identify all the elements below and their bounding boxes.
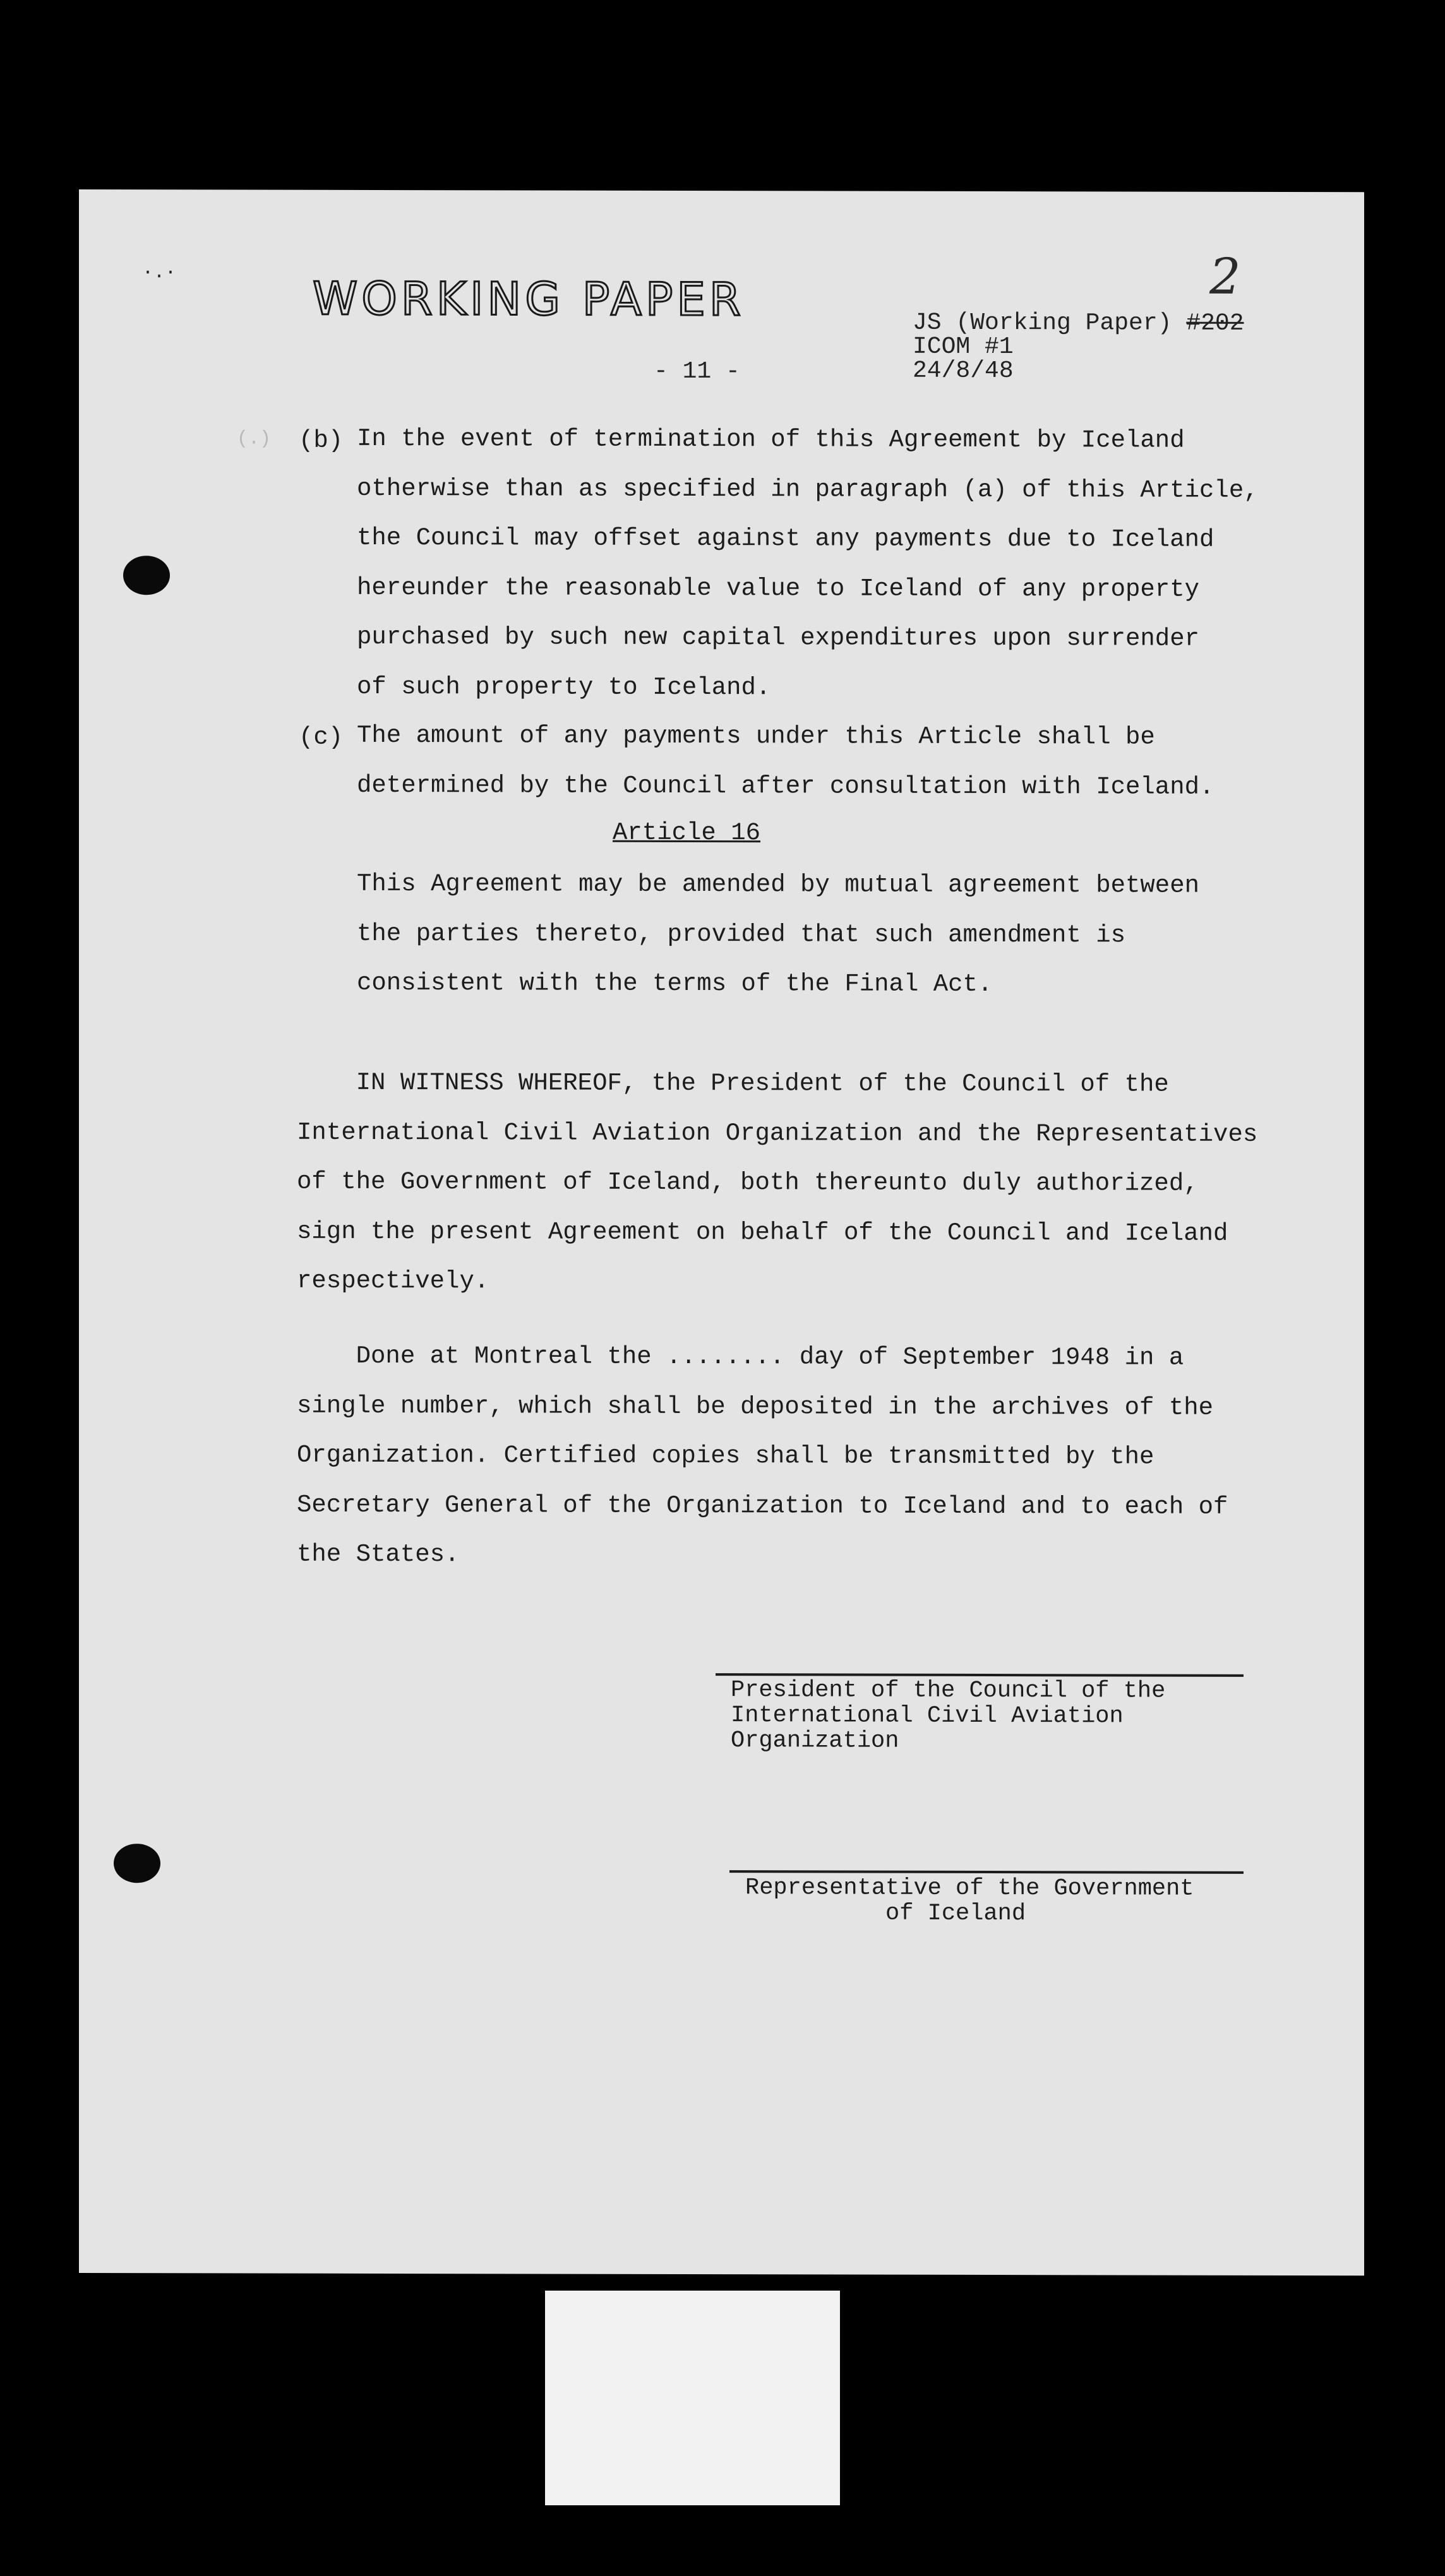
president-signature-line xyxy=(716,1673,1244,1677)
reference-line-3: 24/8/48 xyxy=(913,357,1014,385)
reference-line-2: ICOM #1 xyxy=(913,333,1014,361)
reference-block xyxy=(913,311,1244,384)
article-16-heading: Article 16 xyxy=(613,818,761,847)
page-number: - 11 - xyxy=(654,357,740,386)
witness-paragraph: IN WITNESS WHEREOF, the President of the Council of the International Civil Aviation Organization and the Representatives of the Government of Iceland, both thereunto duly authorized, sign the present Agreement on behalf of the Council and Iceland respectively. xyxy=(297,1068,1258,1296)
president-signature-caption: President of the Council of the International Civil Aviation Organization xyxy=(731,1677,1166,1755)
punch-hole-bottom xyxy=(114,1844,160,1883)
item-c-label: (c) xyxy=(299,723,344,751)
faint-mark: (.) xyxy=(237,428,272,450)
paper-stub xyxy=(545,2291,840,2505)
item-b-label: (b) xyxy=(299,426,344,455)
item-b-paragraph: In the event of termination of this Agreement by Iceland otherwise than as specified in paragraph (a) of this Article, the Council may offset against any payments due to Iceland hereunder the reasonable value to Iceland of any property purchased by such new capital expenditures upon surrender of such property to Iceland. xyxy=(357,424,1259,701)
working-paper-title: WORKING PAPER xyxy=(313,271,745,326)
punch-hole-top xyxy=(123,556,170,595)
done-paragraph: Done at Montreal the ........ day of September 1948 in a single number, which shall be deposited in the archives of the Organization. Certified copies shall be transmitted by the Secretary General of the Organization to Iceland and to each of the States. xyxy=(297,1342,1228,1569)
item-c-paragraph: The amount of any payments under this Article shall be determined by the Council after consultation with Iceland. xyxy=(357,721,1214,801)
handwritten-number: 2 xyxy=(1209,248,1241,306)
representative-signature-caption: Representative of the Government of Iceland xyxy=(745,1875,1194,1928)
document-page xyxy=(79,189,1364,2275)
struck-reference: #202 xyxy=(1186,309,1244,337)
reference-line-1: JS (Working Paper) #202 xyxy=(913,309,1244,337)
article-16-paragraph: This Agreement may be amended by mutual agreement between the parties thereto, provided that such amendment is consistent with the terms of the Final Act. xyxy=(357,869,1200,999)
representative-signature-line xyxy=(729,1870,1244,1874)
ink-specks: ·.· xyxy=(142,262,177,284)
